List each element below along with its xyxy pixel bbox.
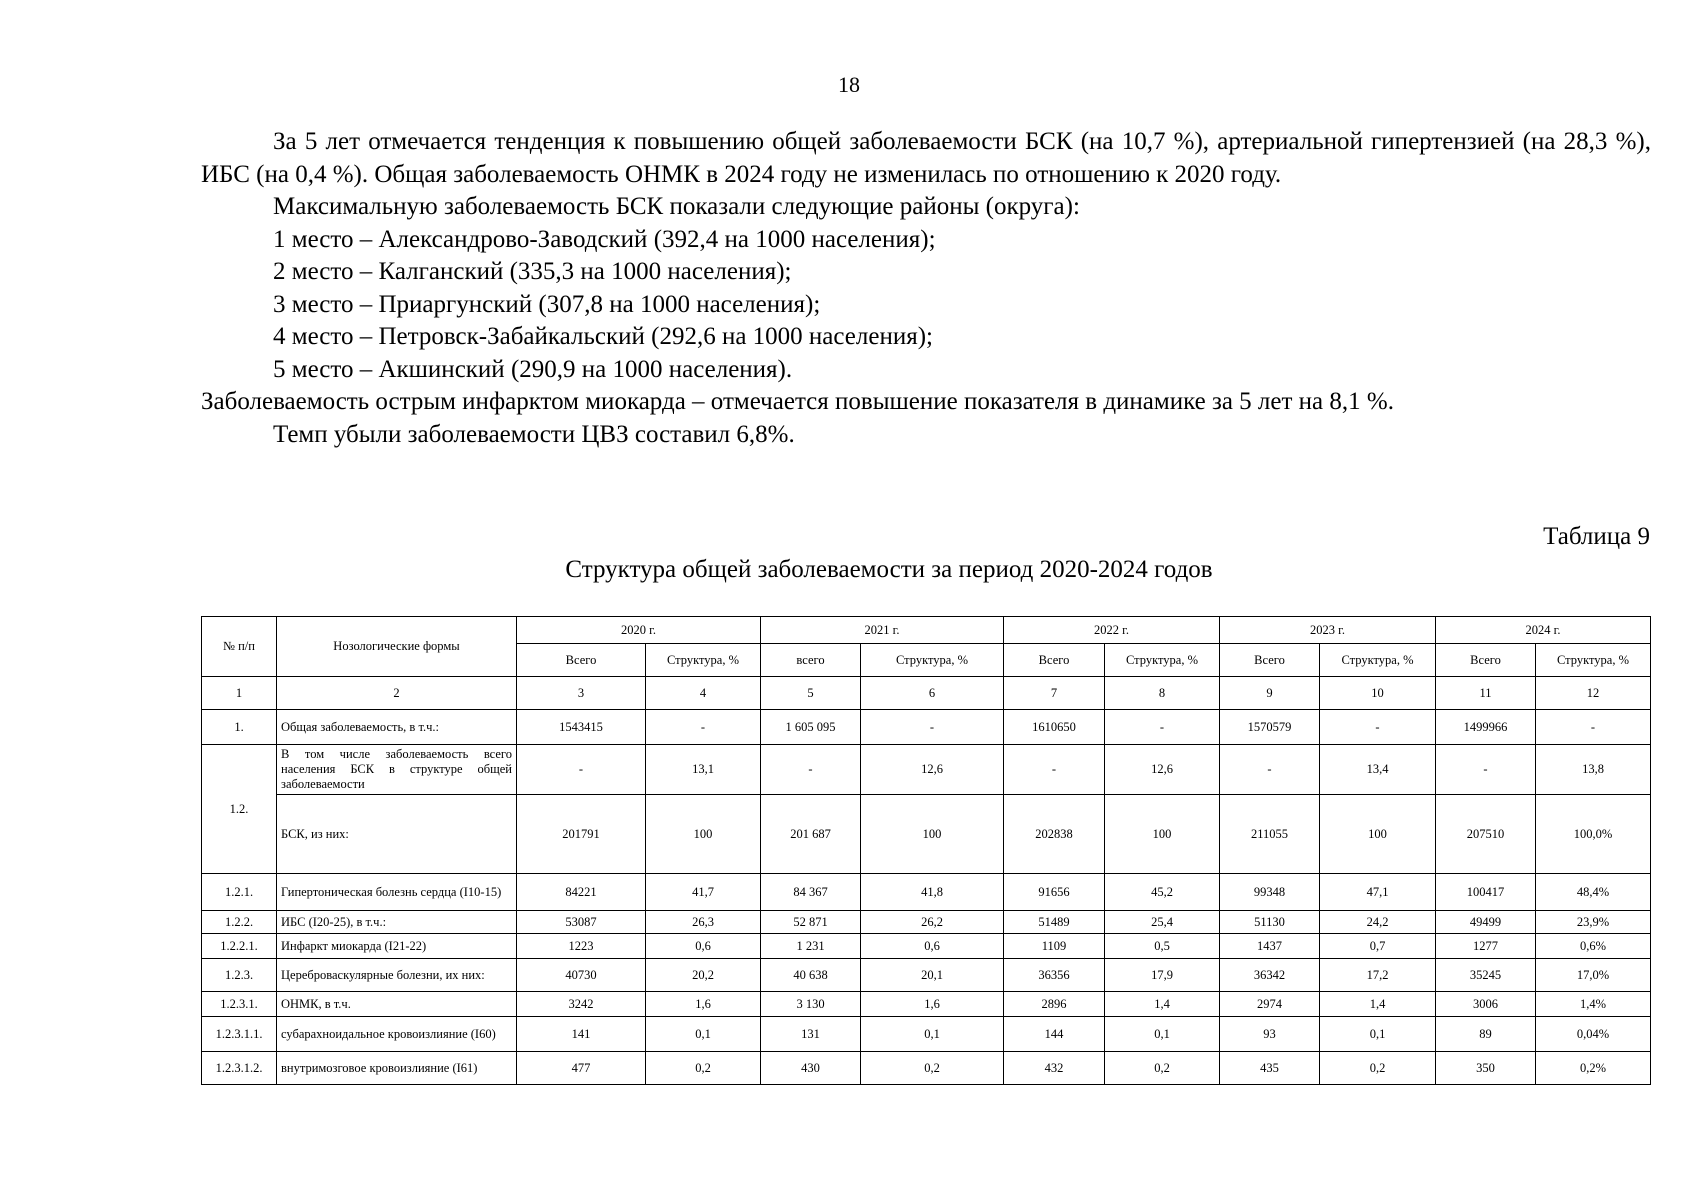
- column-number: 2: [277, 677, 517, 710]
- table-row: [202, 1017, 1651, 1052]
- row-name: В том числе заболеваемость всего населения БСК в структуре общей заболеваемости: [277, 745, 517, 795]
- cell-value: 53087: [517, 911, 646, 934]
- district-place-2: 2 место – Калганский (335,3 на 1000 населения);: [273, 258, 792, 285]
- header-year-2022: 2022 г.: [1004, 617, 1220, 644]
- header-total: Всего: [1436, 644, 1536, 677]
- column-number: 5: [761, 677, 861, 710]
- header-total: всего: [761, 644, 861, 677]
- morbidity-table: [201, 616, 1651, 1085]
- paragraph-infarction: Заболеваемость острым инфарктом миокарда – отмечается повышение показателя в динамике за 5 лет на 8,1 %.: [201, 388, 1394, 415]
- cell-value: 350: [1436, 1052, 1536, 1085]
- cell-value: -: [1320, 710, 1436, 745]
- cell-value: 35245: [1436, 959, 1536, 992]
- cell-value: 84 367: [761, 874, 861, 911]
- cell-value: 2896: [1004, 992, 1105, 1017]
- cell-value: 89: [1436, 1017, 1536, 1052]
- table-row: [202, 934, 1651, 959]
- row-name: ОНМК, в т.ч.: [277, 992, 517, 1017]
- cell-value: 477: [517, 1052, 646, 1085]
- cell-value: 100: [646, 795, 761, 874]
- cell-value: 0,6: [861, 934, 1004, 959]
- cell-value: 17,2: [1320, 959, 1436, 992]
- cell-value: 201 687: [761, 795, 861, 874]
- cell-value: 51130: [1220, 911, 1320, 934]
- cell-value: 2974: [1220, 992, 1320, 1017]
- cell-value: 100: [861, 795, 1004, 874]
- cell-value: 1570579: [1220, 710, 1320, 745]
- row-number: 1.2.2.: [202, 911, 277, 934]
- district-place-4: 4 место – Петровск-Забайкальский (292,6 на 1000 населения);: [273, 323, 933, 350]
- cell-value: 84221: [517, 874, 646, 911]
- cell-value: 432: [1004, 1052, 1105, 1085]
- cell-value: 1,6: [646, 992, 761, 1017]
- cell-value: 3006: [1436, 992, 1536, 1017]
- cell-value: 0,5: [1105, 934, 1220, 959]
- cell-value: 0,6%: [1536, 934, 1651, 959]
- cell-value: 1 231: [761, 934, 861, 959]
- cell-value: 0,1: [1320, 1017, 1436, 1052]
- row-name: Гипертоническая болезнь сердца (I10-15): [277, 874, 517, 911]
- cell-value: 41,8: [861, 874, 1004, 911]
- cell-value: 13,4: [1320, 745, 1436, 795]
- cell-value: 40730: [517, 959, 646, 992]
- cell-value: -: [1105, 710, 1220, 745]
- cell-value: 12,6: [861, 745, 1004, 795]
- row-name: внутримозговое кровоизлияние (I61): [277, 1052, 517, 1085]
- cell-value: 1,4: [1320, 992, 1436, 1017]
- cell-value: 0,04%: [1536, 1017, 1651, 1052]
- cell-value: 100417: [1436, 874, 1536, 911]
- cell-value: 48,4%: [1536, 874, 1651, 911]
- column-number: 4: [646, 677, 761, 710]
- header-total: Всего: [517, 644, 646, 677]
- cell-value: -: [1536, 710, 1651, 745]
- row-name: БСК, из них:: [277, 795, 517, 874]
- cell-value: 100,0%: [1536, 795, 1651, 874]
- table-row: [202, 1052, 1651, 1085]
- cell-value: 23,9%: [1536, 911, 1651, 934]
- row-number: 1.2.3.1.: [202, 992, 277, 1017]
- cell-value: 40 638: [761, 959, 861, 992]
- cell-value: -: [1436, 745, 1536, 795]
- cell-value: 13,1: [646, 745, 761, 795]
- cell-value: 36342: [1220, 959, 1320, 992]
- column-number: 6: [861, 677, 1004, 710]
- header-structure: Структура, %: [646, 644, 761, 677]
- cell-value: -: [1004, 745, 1105, 795]
- cell-value: 211055: [1220, 795, 1320, 874]
- district-place-3: 3 место – Приаргунский (307,8 на 1000 населения);: [273, 290, 821, 318]
- row-number: 1.2.2.1.: [202, 934, 277, 959]
- paragraph-cvd-decline: Темп убыли заболеваемости ЦВЗ составил 6,8%.: [273, 420, 795, 448]
- cell-value: 17,0%: [1536, 959, 1651, 992]
- body-text: [201, 126, 1651, 451]
- table-title: Структура общей заболеваемости за период 2020-2024 годов: [565, 556, 1213, 583]
- row-name: Общая заболеваемость, в т.ч.:: [277, 710, 517, 745]
- cell-value: 202838: [1004, 795, 1105, 874]
- cell-value: -: [761, 745, 861, 795]
- row-number: 1.2.3.1.2.: [202, 1052, 277, 1085]
- header-year-2024: 2024 г.: [1436, 617, 1651, 644]
- cell-value: 47,1: [1320, 874, 1436, 911]
- cell-value: 435: [1220, 1052, 1320, 1085]
- cell-value: 25,4: [1105, 911, 1220, 934]
- cell-value: 20,1: [861, 959, 1004, 992]
- cell-value: 93: [1220, 1017, 1320, 1052]
- header-num: № п/п: [202, 617, 277, 677]
- column-number: 12: [1536, 677, 1651, 710]
- cell-value: 45,2: [1105, 874, 1220, 911]
- district-place-5: 5 место – Акшинский (290,9 на 1000 населения).: [273, 355, 793, 383]
- cell-value: -: [1220, 745, 1320, 795]
- cell-value: 100: [1105, 795, 1220, 874]
- cell-value: 131: [761, 1017, 861, 1052]
- header-structure: Структура, %: [1536, 644, 1651, 677]
- header-year-2023: 2023 г.: [1220, 617, 1436, 644]
- row-number: 1.2.3.1.1.: [202, 1017, 277, 1052]
- cell-value: 1543415: [517, 710, 646, 745]
- cell-value: 17,9: [1105, 959, 1220, 992]
- cell-value: 0,2%: [1536, 1052, 1651, 1085]
- cell-value: 26,3: [646, 911, 761, 934]
- cell-value: 1223: [517, 934, 646, 959]
- header-structure: Структура, %: [861, 644, 1004, 677]
- row-name: Цереброваскулярные болезни, их них:: [277, 959, 517, 992]
- table-caption: Таблица 9: [1543, 523, 1650, 550]
- cell-value: 1109: [1004, 934, 1105, 959]
- cell-value: 99348: [1220, 874, 1320, 911]
- cell-value: 0,6: [646, 934, 761, 959]
- table-row-bsk-share: [202, 745, 1651, 795]
- cell-value: 1,4: [1105, 992, 1220, 1017]
- paragraph-max-districts: Максимальную заболеваемость БСК показали следующие районы (округа):: [273, 193, 1080, 220]
- header-structure: Структура, %: [1105, 644, 1220, 677]
- header-year-2020: 2020 г.: [517, 617, 761, 644]
- row-number: 1.2.3.: [202, 959, 277, 992]
- cell-value: 0,1: [1105, 1017, 1220, 1052]
- header-structure: Структура, %: [1320, 644, 1436, 677]
- row-name: Инфаркт миокарда (I21-22): [277, 934, 517, 959]
- cell-value: 1277: [1436, 934, 1536, 959]
- cell-value: 100: [1320, 795, 1436, 874]
- cell-value: 1 605 095: [761, 710, 861, 745]
- table-row-total: [202, 710, 1651, 745]
- table-row-bsk-total: [202, 795, 1651, 874]
- cell-value: 207510: [1436, 795, 1536, 874]
- cell-value: -: [517, 745, 646, 795]
- cell-value: 0,2: [646, 1052, 761, 1085]
- cell-value: -: [861, 710, 1004, 745]
- header-row-years: [202, 617, 1651, 644]
- cell-value: 430: [761, 1052, 861, 1085]
- cell-value: 201791: [517, 795, 646, 874]
- cell-value: -: [646, 710, 761, 745]
- column-number: 11: [1436, 677, 1536, 710]
- cell-value: 141: [517, 1017, 646, 1052]
- header-year-2021: 2021 г.: [761, 617, 1004, 644]
- cell-value: 26,2: [861, 911, 1004, 934]
- column-number: 8: [1105, 677, 1220, 710]
- cell-value: 51489: [1004, 911, 1105, 934]
- cell-value: 20,2: [646, 959, 761, 992]
- cell-value: 36356: [1004, 959, 1105, 992]
- column-number: 9: [1220, 677, 1320, 710]
- cell-value: 12,6: [1105, 745, 1220, 795]
- row-number: 1.2.1.: [202, 874, 277, 911]
- cell-value: 0,7: [1320, 934, 1436, 959]
- cell-value: 13,8: [1536, 745, 1651, 795]
- cell-value: 1610650: [1004, 710, 1105, 745]
- cell-value: 1,6: [861, 992, 1004, 1017]
- header-total: Всего: [1220, 644, 1320, 677]
- cell-value: 3242: [517, 992, 646, 1017]
- cell-value: 52 871: [761, 911, 861, 934]
- paragraph-trend: За 5 лет отмечается тенденция к повышению общей заболеваемости БСК (на 10,7 %), артериальной гипертензией (на 28,3 %), ИБС (на 0,4 %). Общая заболеваемость ОНМК в 2024 году не изменилась по отношению к 2020 году.: [201, 128, 1651, 188]
- page-number: 18: [838, 72, 860, 97]
- row-number: 1.2.: [202, 745, 277, 874]
- cell-value: 0,2: [1320, 1052, 1436, 1085]
- header-forms: Нозологические формы: [277, 617, 517, 677]
- cell-value: 144: [1004, 1017, 1105, 1052]
- cell-value: 0,1: [646, 1017, 761, 1052]
- header-total: Всего: [1004, 644, 1105, 677]
- table-row: [202, 874, 1651, 911]
- district-place-1: 1 место – Александрово-Заводский (392,4 на 1000 населения);: [273, 225, 936, 253]
- table-row: [202, 911, 1651, 934]
- cell-value: 1499966: [1436, 710, 1536, 745]
- table-row: [202, 992, 1651, 1017]
- column-number: 10: [1320, 677, 1436, 710]
- cell-value: 1437: [1220, 934, 1320, 959]
- cell-value: 0,2: [861, 1052, 1004, 1085]
- cell-value: 49499: [1436, 911, 1536, 934]
- column-number: 7: [1004, 677, 1105, 710]
- cell-value: 0,1: [861, 1017, 1004, 1052]
- cell-value: 0,2: [1105, 1052, 1220, 1085]
- column-number-row: [202, 677, 1651, 710]
- row-name: ИБС (I20-25), в т.ч.:: [277, 911, 517, 934]
- row-number: 1.: [202, 710, 277, 745]
- row-name: субарахноидальное кровоизлияние (I60): [277, 1017, 517, 1052]
- table-row: [202, 959, 1651, 992]
- column-number: 1: [202, 677, 277, 710]
- cell-value: 1,4%: [1536, 992, 1651, 1017]
- column-number: 3: [517, 677, 646, 710]
- cell-value: 24,2: [1320, 911, 1436, 934]
- cell-value: 91656: [1004, 874, 1105, 911]
- cell-value: 41,7: [646, 874, 761, 911]
- cell-value: 3 130: [761, 992, 861, 1017]
